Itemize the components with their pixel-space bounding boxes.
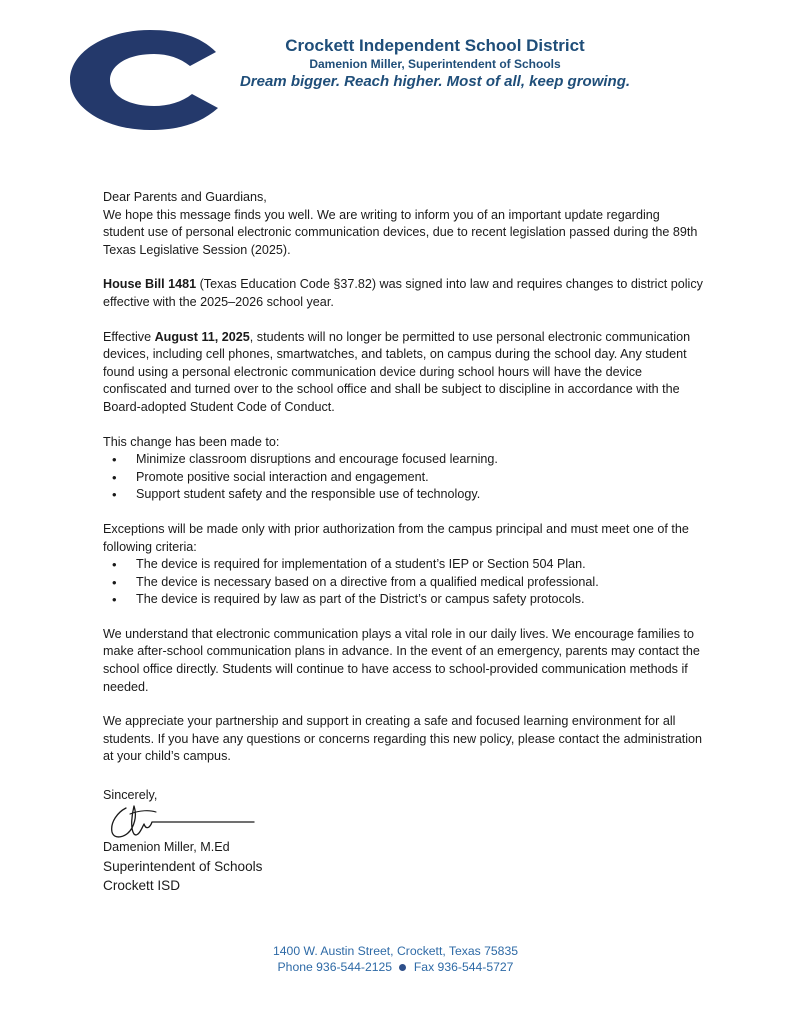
reasons-list <box>103 451 703 504</box>
effective-text: , students will no longer be permitted to use personal electronic communication devices, including cell phones, smartwatches, and tablets, on campus during the school day. Any student found using a personal electronic communication device during school hours will have the device confiscated and turned over to the school office and shall be subject to discipline in accordance with the Board-adopted Student Code of Conduct. <box>103 329 691 414</box>
list-item: • Promote positive social interaction and engagement. <box>103 469 703 487</box>
letter-body <box>103 189 703 766</box>
footer <box>0 943 791 975</box>
footer-contact <box>0 959 791 975</box>
district-motto: Dream bigger. Reach higher. Most of all, keep growing. <box>239 73 631 90</box>
change-intro: This change has been made to: <box>103 434 280 449</box>
effective-paragraph <box>103 329 703 417</box>
understand-paragraph: We understand that electronic communication plays a vital role in our daily lives. We encourage families to make after-school communication plans in advance. In the event of an emergency, parents may contact the school office directly. Students will continue to have access to school-provided communication methods if needed. <box>103 626 700 694</box>
district-name: Crockett Independent School District <box>285 36 585 55</box>
superintendent-line: Damenion Miller, Superintendent of Schools <box>309 57 561 71</box>
footer-phone: Phone 936-544-2125 <box>277 960 393 974</box>
bullet-dot-icon <box>399 964 406 971</box>
footer-fax: Fax 936-544-5727 <box>413 960 514 974</box>
footer-address: 1400 W. Austin Street, Crockett, Texas 75835 <box>272 944 518 958</box>
salutation: Dear Parents and Guardians, <box>103 190 267 204</box>
bill-paragraph <box>103 276 703 311</box>
effective-lead: Effective <box>103 329 155 344</box>
signature-block <box>103 838 262 895</box>
signer-name: Damenion Miller, M.Ed <box>103 840 230 854</box>
bill-text: (Texas Education Code §37.82) was signed into law and requires changes to district policy effective with the 2025–2026 school year. <box>103 277 703 309</box>
letter-c-logo-icon <box>70 30 225 130</box>
list-item: • Minimize classroom disruptions and encourage focused learning. <box>103 451 703 469</box>
signer-org: Crockett ISD <box>103 878 181 893</box>
list-item: • The device is required for implementation of a student’s IEP or Section 504 Plan. <box>103 556 703 574</box>
letterhead <box>210 36 660 91</box>
bill-name: House Bill 1481 <box>103 277 197 292</box>
list-item: • The device is required by law as part of the District’s or campus safety protocols. <box>103 591 703 609</box>
signature-icon <box>106 800 256 842</box>
signer-title: Superintendent of Schools <box>103 859 263 874</box>
intro-paragraph: We hope this message finds you well. We are writing to inform you of an important update regarding student use of personal electronic communication devices, due to recent legislation passed during the 89th Texas Legislative Session (2025). <box>103 207 698 257</box>
list-item: • Support student safety and the responsible use of technology. <box>103 486 703 504</box>
effective-date: August 11, 2025 <box>154 329 250 344</box>
exceptions-intro: Exceptions will be made only with prior authorization from the campus principal and must meet one of the following criteria: <box>103 521 689 554</box>
list-item: • The device is necessary based on a directive from a qualified medical professional. <box>103 574 703 592</box>
closing: Sincerely, <box>103 788 158 802</box>
appreciate-paragraph: We appreciate your partnership and support in creating a safe and focused learning environment for all students. If you have any questions or concerns regarding this new policy, please contact the administration at your child’s campus. <box>103 714 703 764</box>
exceptions-list <box>103 556 703 609</box>
